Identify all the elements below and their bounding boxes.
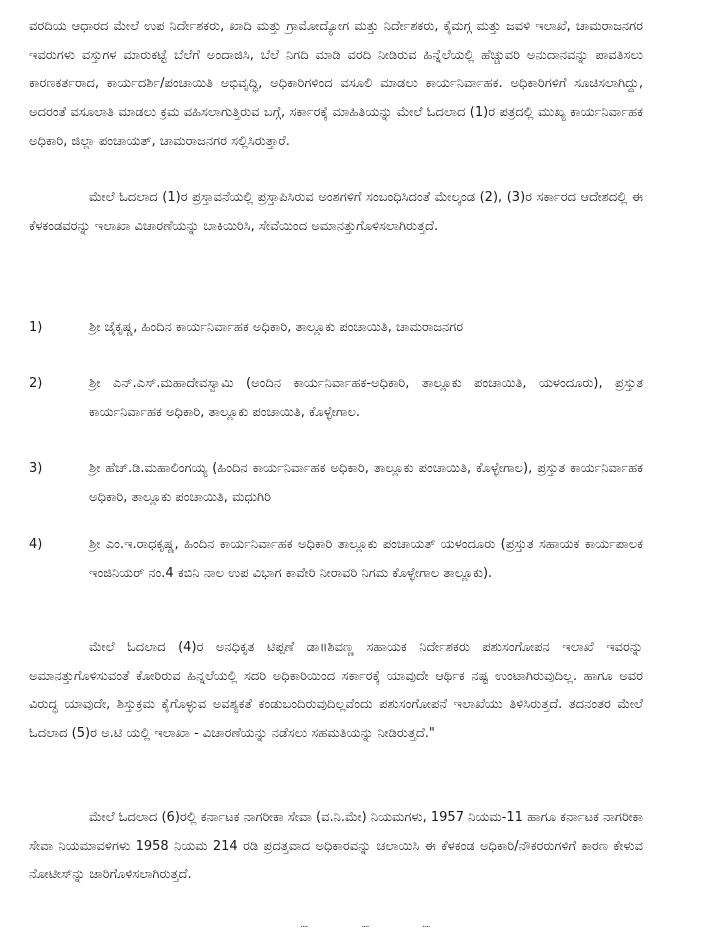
list-item (29, 370, 643, 427)
list-item-number: 4) (29, 537, 43, 552)
list-item-text: ಶ್ರೀ ಹೆಚ್.ಡಿ.ಮಹಾಲಿಂಗಯ್ಯ (ಹಿಂದಿನ ಕಾರ್ಯನಿರ್ವಾಹಕ ಅಧಿಕಾರಿ, ತಾಲ್ಲೂಕು ಪಂಚಾಯಿತಿ, ಕೊಳ್ಳೇಗಾಲ), ಪ್ರಸ್ತುತ ಕಾರ್ಯನಿರ್ವಾಹಕ ಅಧಿಕಾರಿ, ತಾಲ್ಲೂಕು ಪಂಚಾಯಿತಿ, ಮಧುಗಿರಿ (89, 461, 643, 505)
page-continuation-marks (0, 920, 716, 934)
list-item (29, 455, 643, 512)
continuation-mark: .... (422, 920, 430, 930)
paragraph-report-recovery: ವರದಿಯ ಆಧಾರದ ಮೇಲೆ ಉಪ ನಿರ್ದೇಶಕರು, ಖಾದಿ ಮತ್ತು ಗ್ರಾಮೋದ್ಯೋಗ ಮತ್ತು ನಿರ್ದೇಶಕರು, ಕೈಮಗ್ಗ ಮತ್ತು ಜವಳಿ ಇಲಾಖೆ, ಚಾಮರಾಜನಗರ ಇವರುಗಳು ವಸ್ತುಗಳ ಮಾರುಕಟ್ಟೆ ಬೆಲೆಗೆ ಅಂದಾಜಿಸಿ, ಬೆಲೆ ನಿಗದಿ ಮಾಡಿ ವರದಿ ನೀಡಿರುವ ಹಿನ್ನೆಲೆಯಲ್ಲಿ ಹೆಚ್ಚುವರಿ ಅನುದಾನವನ್ನು ಪಾವತಿಸಲು ಕಾರಣಕರ್ತರಾದ, ಕಾರ್ಯದರ್ಶಿ/ಪಂಚಾಯಿತಿ ಅಭಿವೃದ್ಧಿ, ಅಧಿಕಾರಿಗಳಿಂದ ವಸೂಲಿ ಮಾಡಲು ಕಾರ್ಯನಿರ್ವಾಹಕ. ಅಧಿಕಾರಿಗಳಿಗೆ ಸೂಚಿಸಲಾಗಿದ್ದು, ಅದರಂತೆ ವಸೂಲಾತಿ ಮಾಡಲು ಕ್ರಮ ವಹಿಸಲಾಗುತ್ತಿರುವ ಬಗ್ಗೆ, ಸರ್ಕಾರಕ್ಕೆ ಮಾಹಿತಿಯನ್ನು ಮೇಲೆ ಓದಲಾದ (1)ರ ಪತ್ರದಲ್ಲಿ ಮುಖ್ಯ ಕಾರ್ಯನಿರ್ವಾಹಕ ಅಧಿಕಾರಿ, ಜಿಲ್ಲಾ ಪಂಚಾಯತ್, ಚಾಮರಾಜನಗರ ಸಲ್ಲಿಸಿರುತ್ತಾರೆ. (29, 19, 643, 149)
continuation-mark: .... (300, 920, 308, 930)
paragraph-suspension-order: ಮೇಲೆ ಓದಲಾದ (1)ರ ಪ್ರಸ್ತಾವನೆಯಲ್ಲಿ ಪ್ರಸ್ತಾಪಿಸಿರುವ ಅಂಶಗಳಿಗೆ ಸಂಬಂಧಿಸಿದಂತೆ ಮೇಲ್ಕಂಡ (2), (3)ರ ಸರ್ಕಾರದ ಆದೇಶದಲ್ಲಿ ಈ ಕೆಳಕಂಡವರನ್ನು ಇಲಾಖಾ ವಿಚಾರಣೆಯನ್ನು ಬಾಕಿಯಿರಿಸಿ, ಸೇವೆಯಿಂದ ಅಮಾನತ್ತುಗೊಳಿಸಲಾಗಿರುತ್ತದೆ. (29, 190, 643, 234)
list-item-text: ಶ್ರೀ ಎನ್.ಎಸ್.ಮಹಾದೇವಸ್ವಾಮಿ (ಅಂದಿನ ಕಾರ್ಯನಿರ್ವಾಹಕ-ಅಧಿಕಾರಿ, ತಾಲ್ಲೂಕು ಪಂಚಾಯಿತಿ, ಯಳಂದೂರು), ಪ್ರಸ್ತುತ ಕಾರ್ಯನಿರ್ವಾಹಕ ಅಧಿಕಾರಿ, ತಾಲ್ಲೂಕು ಪಂಚಾಯಿತಿ, ಕೊಳ್ಳೇಗಾಲ. (89, 376, 643, 420)
list-item (29, 314, 643, 343)
paragraph-unofficial-note: ಮೇಲೆ ಓದಲಾದ (4)ರ ಅನಧಿಕೃತ ಟಿಪ್ಪಣೆ ಡಾ॥ಶಿವಣ್ಣ ಸಹಾಯಕ ನಿರ್ದೇಶಕರು ಪಶುಸಂಗೋಪನ ಇಲಾಖೆ ಇವರನ್ನು ಅಮಾನತ್ತುಗೊಳಿಸುವಂತೆ ಕೋರಿರುವ ಹಿನ್ನಲೆಯಲ್ಲಿ ಸದರಿ ಅಧಿಕಾರಿಯಿಂದ ಸರ್ಕಾರಕ್ಕೆ ಯಾವುದೇ ಆರ್ಥಿಕ ನಷ್ಟ ಉಂಟಾಗಿರುವುದಿಲ್ಲ. ಹಾಗೂ ಅವರ ವಿರುದ್ಧ ಯಾವುದೇ, ಶಿಸ್ತುಕ್ರಮ ಕೈಗೊಳ್ಳುವ ಅವಶ್ಯಕತೆ ಕಂಡುಬಂದಿರುವುದಿಲ್ಲವೆಂದು ಪಶುಸಂಗೋಪನೆ ಇಲಾಖೆಯು ತಿಳಿಸಿರುತ್ತದೆ. ತದನಂತರ ಮೇಲೆ ಓದಲಾದ (5)ರ ಅ.ಟಿ ಯಲ್ಲಿ ಇಲಾಖಾ - ವಿಚಾರಣೆಯನ್ನು ನಡೆಸಲು ಸಹಮತಿಯನ್ನು ನೀಡಿರುತ್ತದೆ." (29, 640, 643, 742)
list-item-number: 1) (29, 320, 43, 335)
list-item (29, 531, 643, 588)
list-item-text: ಶ್ರೀ ಜೈಕೃಷ್ಣ, ಹಿಂದಿನ ಕಾರ್ಯನಿರ್ವಾಹಕ ಅಧಿಕಾರಿ, ತಾಲ್ಲೂಕು ಪಂಚಾಯಿತಿ, ಚಾಮರಾಜನಗರ (89, 320, 464, 335)
list-item-text: ಶ್ರೀ ಎಂ.ಇ.ರಾಧಕೃಷ್ಣ, ಹಿಂದಿನ ಕಾರ್ಯನಿರ್ವಾಹಕ ಅಧಿಕಾರಿ ತಾಲ್ಲೂಕು ಪಂಚಾಯತ್ ಯಳಂದೂರು (ಪ್ರಸ್ತುತ ಸಹಾಯಕ ಕಾರ್ಯಪಾಲಕ ಇಂಜಿನಿಯರ್ ನಂ.4 ಕಬಿನಿ ನಾಲ ಉಪ ವಿಭಾಗ ಕಾವೇರಿ ನೀರಾವರಿ ನಿಗಮ ಕೊಳ್ಳೇಗಾಲ ತಾಲ್ಲೂಕು). (89, 537, 643, 581)
list-item-number: 2) (29, 376, 43, 391)
list-item-number: 3) (29, 461, 43, 476)
continuation-mark: .... (361, 920, 369, 930)
paragraph-show-cause-notice: ಮೇಲೆ ಓದಲಾದ (6)ರಲ್ಲಿ ಕರ್ನಾಟಕ ನಾಗರೀಕಾ ಸೇವಾ (ವ.ನಿ.ಮೇ) ನಿಯಮಗಳು, 1957 ನಿಯಮ-11 ಹಾಗೂ ಕರ್ನಾಟಕ ನಾಗರೀಕಾ ಸೇವಾ ನಿಯಮಾವಳಿಗಳು 1958 ನಿಯಮ 214 ರಡಿ ಪ್ರದತ್ತವಾದ ಅಧಿಕಾರವನ್ನು ಚಲಾಯಿಸಿ ಈ ಕೆಳಕಂಡ ಅಧಿಕಾರಿ/ನೌಕರರುಗಳಿಗೆ ಕಾರಣ ಕೇಳುವ ನೋಟೀಸ್‌ನ್ನು ಜಾರಿಗೊಳಿಸಲಾಗಿರುತ್ತದೆ. (29, 810, 643, 883)
